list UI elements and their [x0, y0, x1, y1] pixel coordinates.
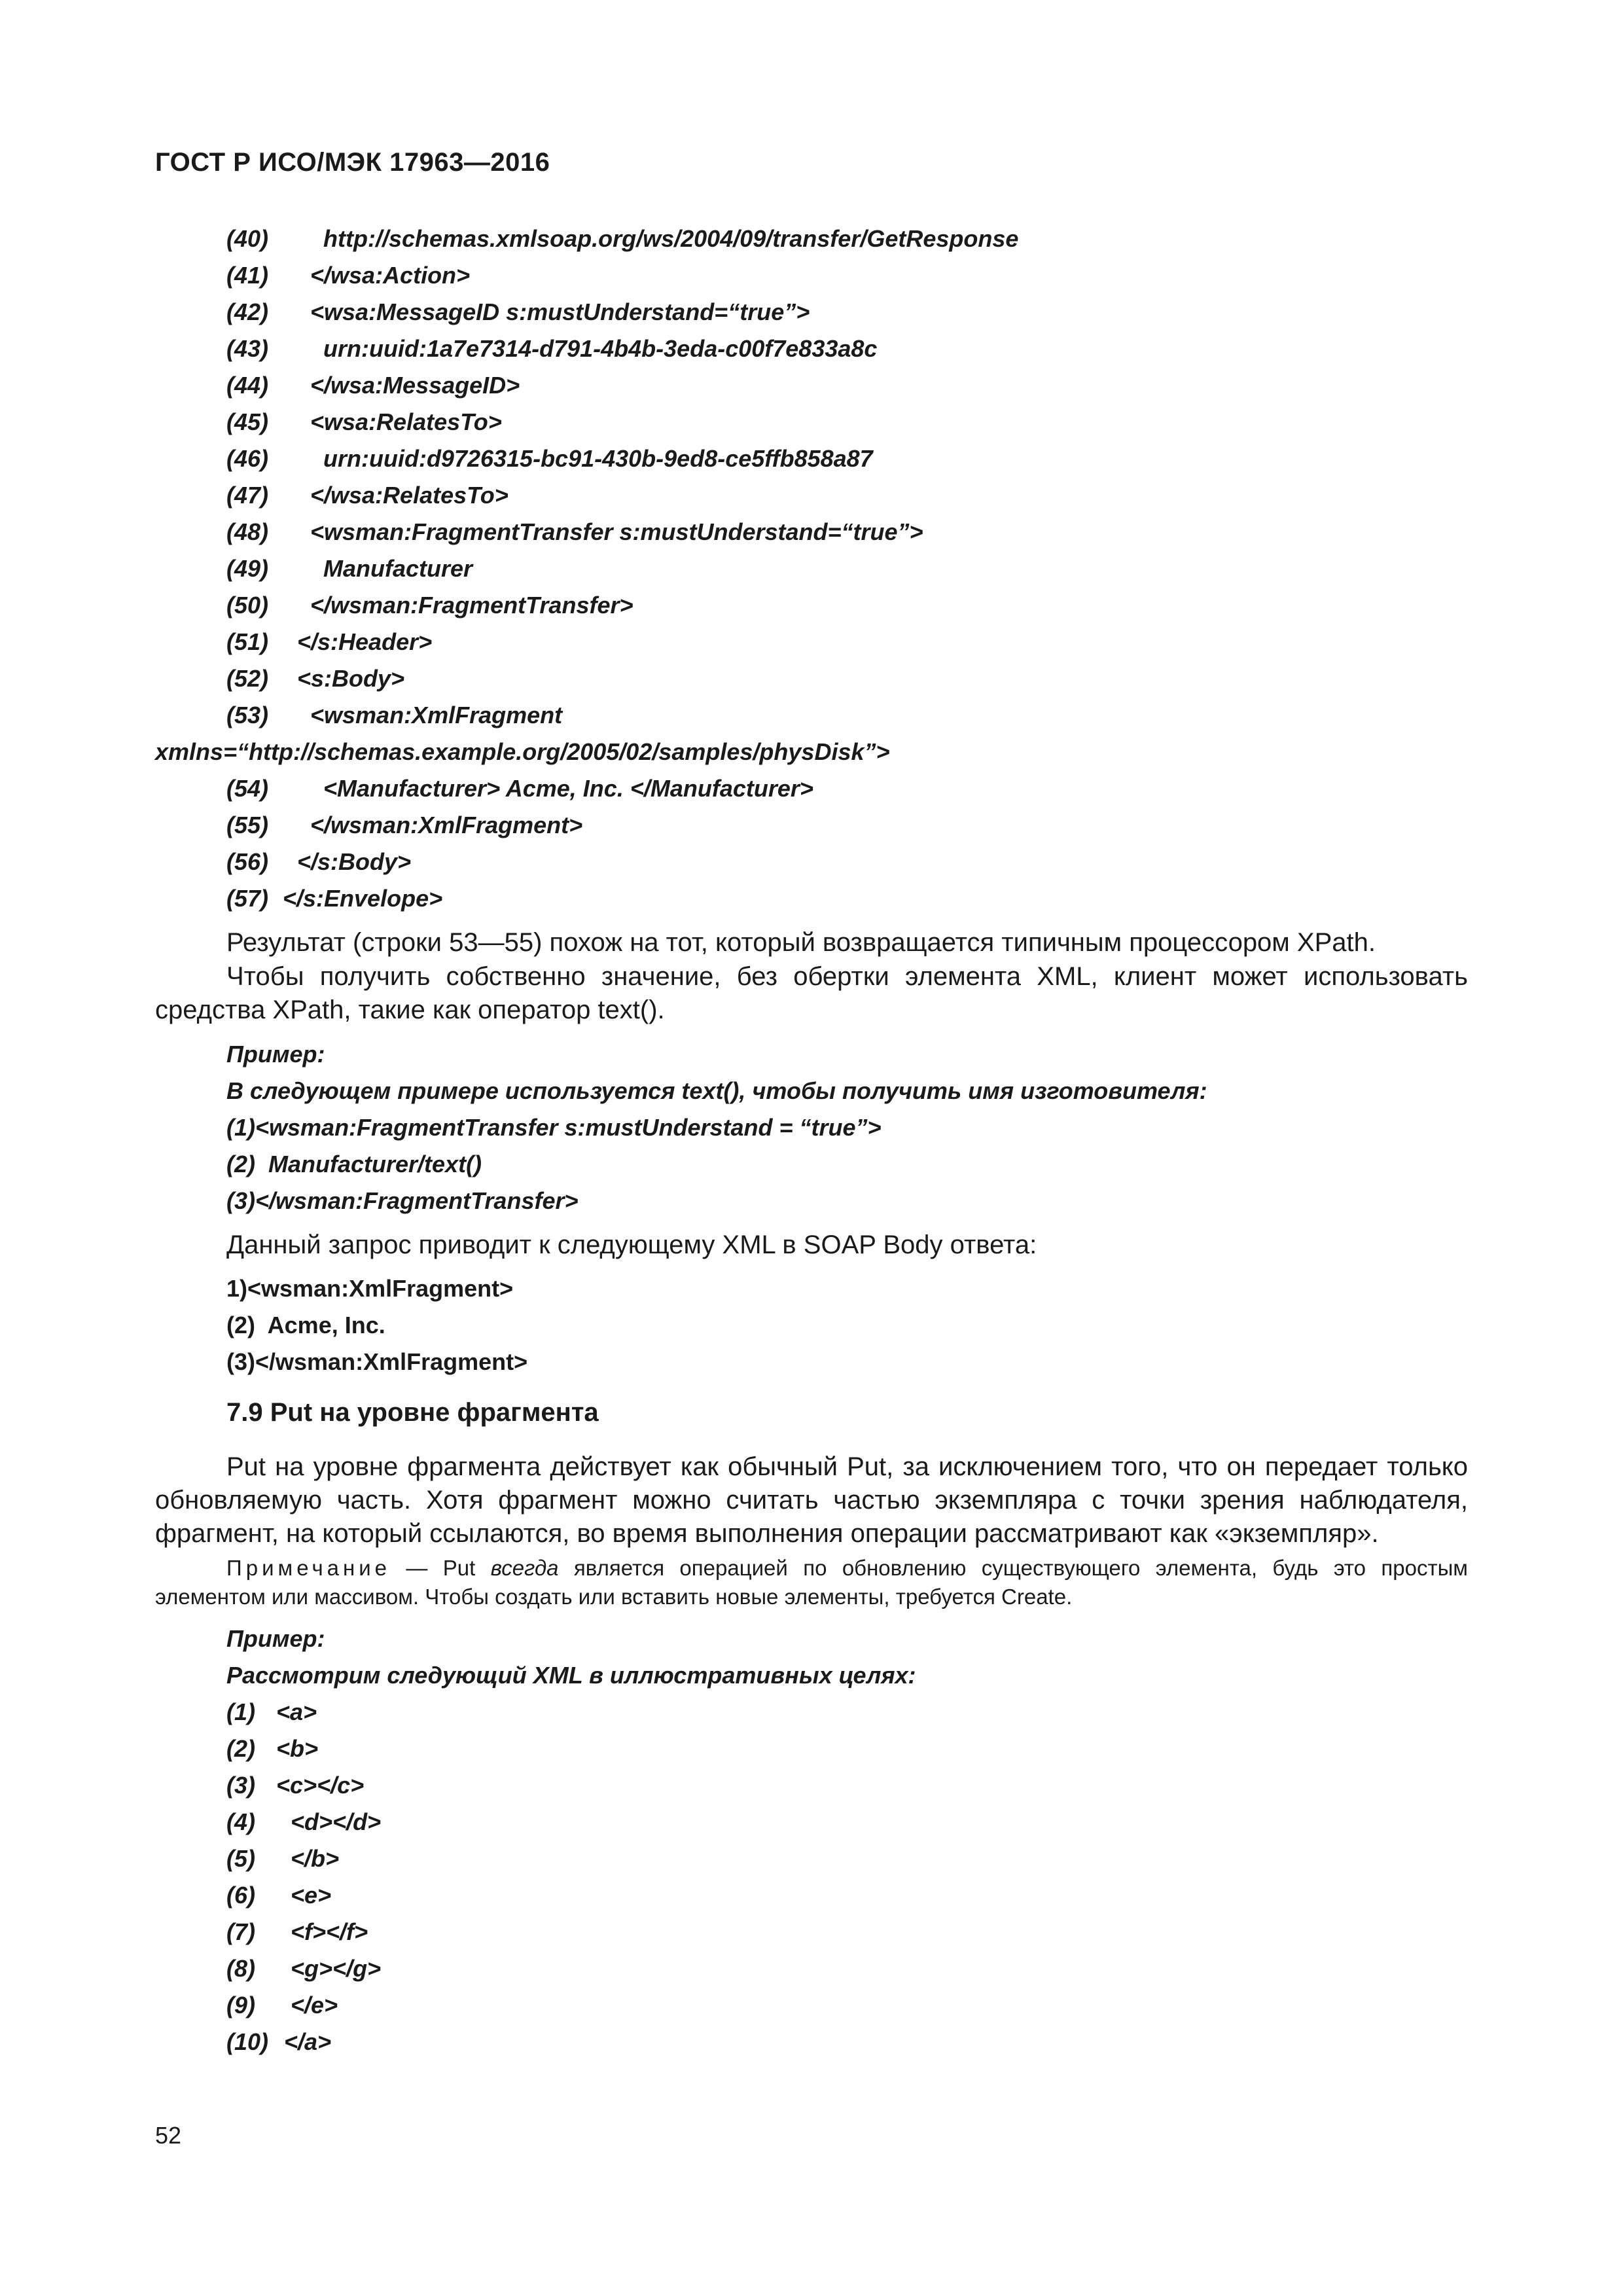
response-code-line: (3)</wsman:XmlFragment>	[226, 1348, 528, 1375]
code-line-wrap: xmlns=“http://schemas.example.org/2005/02/samples/physDisk”>	[155, 738, 890, 765]
note-label: Примечание	[226, 1556, 391, 1580]
note: Примечание — Put всегда является операцией по обновлению существующего элемента, будь это простым элементом или массивом. Чтобы создать или вставить новые элементы, требуется Create.	[155, 1556, 1468, 1609]
example-label: Пример:	[226, 1625, 325, 1652]
example-code-line: (3)</wsman:FragmentTransfer>	[226, 1187, 579, 1214]
example-label: Пример:	[226, 1041, 325, 1067]
page-number: 52	[155, 2122, 182, 2149]
example-code-line: (1)<wsman:FragmentTransfer s:mustUnderstand = “true”>	[226, 1114, 882, 1141]
document-page: ГОСТ Р ИСО/МЭК 17963—2016 (40) http://schemas.xmlsoap.org/ws/2004/09/transfer/GetResponse (41) </wsa:Action> (42) <wsa:MessageID s:mustUnderstand=“true”> (43) urn:uuid:1a7e7314-d791-4b4b-3eda-c00f7e833a8c (44) </wsa:MessageID> (45) <wsa:RelatesTo> (46) urn:uuid:d9726315-bc91-430b-9ed8-ce5ffb858a87 (47) </wsa:RelatesTo> (48) <wsman:FragmentTransfer s:mustUnderstand=“true”> (49) Manufacturer (50) </wsman:FragmentTransfer> (51) </s:Header> (52) <s:Body> (53) <wsman:XmlFragment xmlns=“http://schemas.example.org/2005/02/samples/physDisk”> (54) <Manufacturer> Acme, Inc. </Manufacturer> (55) </wsman:XmlFragment> (56) </s:Body> (57) </s:Envelope> Результат (строки 53—55) похож на тот, который возвращается типичным процессором XPath. Чтобы получить собственно значение, без обертки элемента XML, клиент может использовать средства XPath, такие как оператор text(). Пример: В следующем примере используется text(), чтобы получить имя изготовителя: (1)<wsman:FragmentTransfer s:mustUnderstand = “true”> (2) Manufacturer/text() (3)</wsman:FragmentTransfer> Данный запрос приводит к следующему XML в SOAP Body ответа: 1)<wsman:XmlFragment> (2) Acme, Inc. (3)</wsman:XmlFragment> 7.9 Put на уровне фрагмента Put на уровне фрагмента действует как обычный Put, за исключением того, что он передает только обновляемую часть. Хотя фрагмент можно считать частью экземпляра с точки зрения наблюдателя, фрагмент, на который ссылаются, во время выполнения операции рассматривают как «экземпляр». Примечание — Put всегда является операцией по обновлению существующего элемента, будь это простым элементом или массивом. Чтобы создать или вставить новые элементы, требуется Create. Пример: Рассмотрим следующий XML в иллюстративных целях: (1) <a> (2) <b> (3) <c></c> (4) <d></d> (5) </b> (6) <e> (7) <f></f> (8) <g></g> (9) </e> (10) </a> 52	[155, 148, 1468, 2149]
example-intro: В следующем примере используется text(), чтобы получить имя изготовителя:	[226, 1077, 1207, 1104]
paragraph-text-function: Чтобы получить собственно значение, без обертки элемента XML, клиент может использовать средства XPath, такие как оператор text().	[155, 962, 1468, 1024]
paragraph-request: Данный запрос приводит к следующему XML в SOAP Body ответа:	[226, 1230, 1037, 1259]
response-code-line: (2) Acme, Inc.	[226, 1312, 385, 1338]
paragraph-result: Результат (строки 53—55) похож на тот, который возвращается типичным процессором XPath.	[226, 928, 1376, 957]
section-heading: 7.9 Put на уровне фрагмента	[226, 1398, 599, 1427]
page-header: ГОСТ Р ИСО/МЭК 17963—2016	[155, 148, 550, 177]
example-code-line: (2) Manufacturer/text()	[226, 1151, 482, 1177]
paragraph-put: Put на уровне фрагмента действует как обычный Put, за исключением того, что он передает только обновляемую часть. Хотя фрагмент можно считать частью экземпляра с точки зрения наблюдателя, фрагмент, на который ссылаются, во время выполнения операции рассматривают как «экземпляр».	[155, 1452, 1468, 1548]
example-intro: Рассмотрим следующий XML в иллюстративных целях:	[226, 1662, 916, 1689]
response-code-line: 1)<wsman:XmlFragment>	[226, 1275, 514, 1302]
